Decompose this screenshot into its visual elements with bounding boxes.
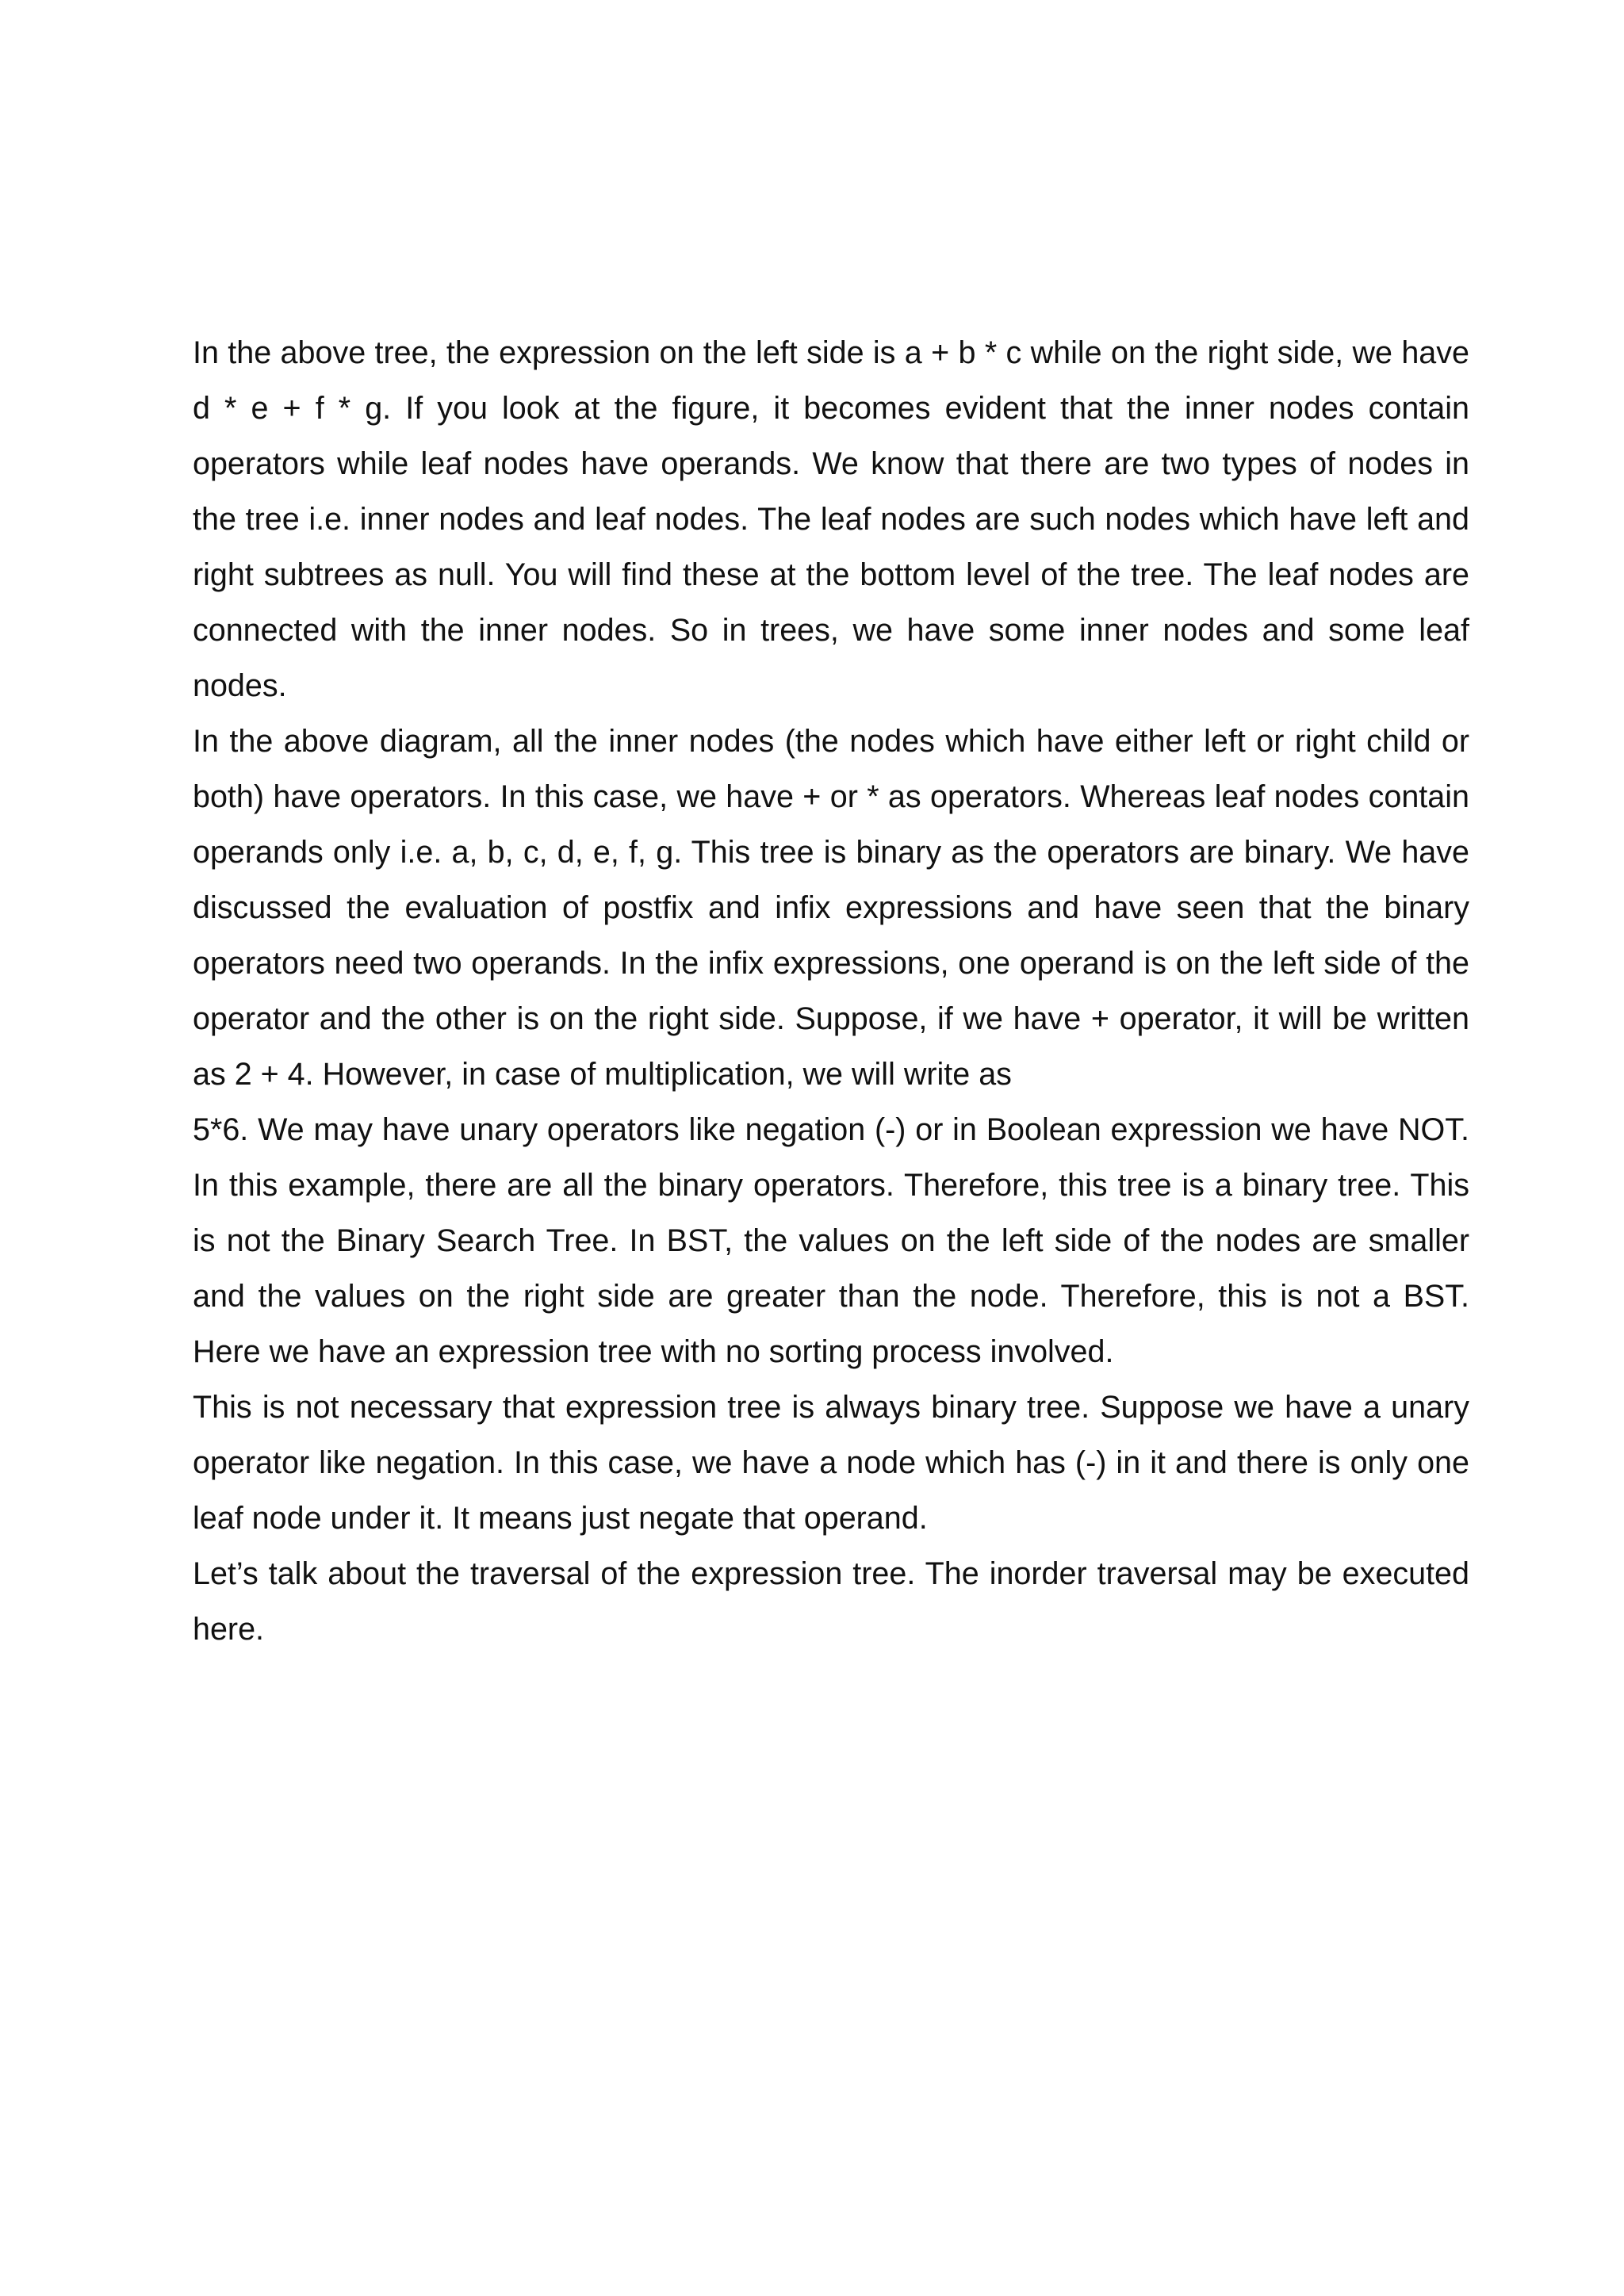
paragraph-leaf-nodes: In the above tree, the expression on the left side is a + b * c while on the right side, we have d * e + f * g. If you look at the figure, it becomes evident that the inner nodes contain operators while leaf nodes have operands. We know that there are two types of nodes in the tree i.e. inner nodes and leaf nodes. The leaf nodes are such nodes which have left and right subtrees as null. You will find these at the bottom level of the tree. The leaf nodes are connected with the inner nodes. So in trees, we have some inner nodes and some leaf nodes. bbox=[193, 335, 1469, 703]
paragraph-inner-nodes-operators: In the above diagram, all the inner nodes (the nodes which have either left or right child or both) have operators. In this case, we have + or * as operators. Whereas leaf nodes contain operands only i.e. a, b, c, d, e, f, g. This tree is binary as the operators are binary. We have discussed the evaluation of postfix and infix expressions and have seen that the binary operators need two operands. In the infix expressions, one operand is on the left side of the operator and the other is on the right side. Suppose, if we have + operator, it will be written as 2 + 4. However, in case of multiplication, we will write as bbox=[193, 724, 1469, 1092]
document-body bbox=[193, 325, 1469, 1657]
paragraph-binary-tree-not-bst: 5*6. We may have unary operators like negation (-) or in Boolean expression we have NOT. In this example, there are all the binary operators. Therefore, this tree is a binary tree. This is not the Binary Search Tree. In BST, the values on the left side of the nodes are smaller and the values on the right side are greater than the node. Therefore, this is not a BST. Here we have an expression tree with no sorting process involved. bbox=[193, 1112, 1469, 1369]
paragraph-unary-operator: This is not necessary that expression tree is always binary tree. Suppose we have a unary operator like negation. In this case, we have a node which has (-) in it and there is only one leaf node under it. It means just negate that operand. bbox=[193, 1390, 1469, 1536]
paragraph-traversal: Let’s talk about the traversal of the expression tree. The inorder traversal may be executed here. bbox=[193, 1556, 1469, 1647]
